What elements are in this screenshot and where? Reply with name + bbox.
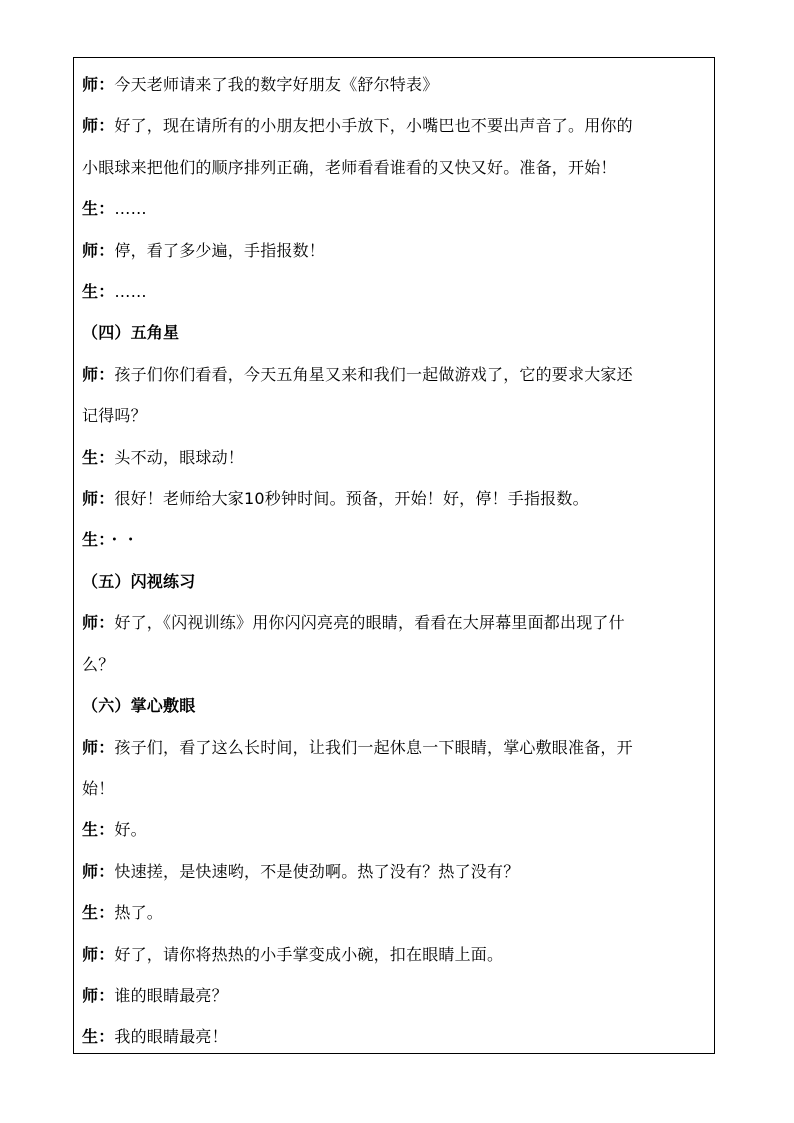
dialogue-line <box>82 768 704 809</box>
dialogue-line <box>82 271 704 312</box>
dialogue-text: 记得吗？ <box>82 406 147 426</box>
dialogue-text: 谁的眼睛最亮？ <box>114 985 228 1005</box>
dialogue-text: 始！ <box>82 778 115 798</box>
speaker-label: 师： <box>82 116 115 136</box>
dialogue-line <box>82 105 704 146</box>
dialogue-text: 今天老师请来了我的数字好朋友《舒尔特表》 <box>114 75 439 94</box>
dialogue-text: …… <box>114 199 147 219</box>
dialogue-text: 么？ <box>82 654 115 674</box>
speaker-label: 生： <box>82 1027 115 1047</box>
dialogue-text: 我的眼睛最亮！ <box>114 1027 228 1047</box>
speaker-label: 师： <box>82 737 115 757</box>
speaker-label: 师： <box>82 985 115 1005</box>
dialogue-line <box>82 437 704 478</box>
section-heading: （四）五角星 <box>82 323 180 343</box>
dialogue-text: …… <box>114 282 147 302</box>
dialogue-line <box>82 188 704 229</box>
speaker-label: 生： <box>82 282 115 302</box>
dialogue-text: 很好！老师给大家10秒钟时间。预备，开始！好，停！手指报数。 <box>114 489 589 509</box>
dialogue-text: 热了。 <box>114 903 164 923</box>
dialogue-line <box>82 851 704 892</box>
dialogue-text: 停，看了多少遍，手指报数！ <box>114 240 326 260</box>
speaker-label: 生： <box>82 199 115 219</box>
document-table-cell <box>73 57 715 1054</box>
speaker-label: 师： <box>82 489 115 509</box>
speaker-label: 生： <box>82 903 115 923</box>
speaker-label: 生： <box>82 820 115 840</box>
dialogue-line <box>82 644 704 685</box>
section-heading: （六）掌心敷眼 <box>82 696 196 716</box>
dialogue-text: 小眼球来把他们的顺序排列正确，老师看看谁看的又快又好。准备，开始！ <box>82 157 617 177</box>
speaker-label: 生： <box>82 447 115 467</box>
dialogue-text: 好了，请你将热热的小手掌变成小碗，扣在眼睛上面。 <box>114 944 504 964</box>
speaker-label: 师： <box>82 364 115 384</box>
speaker-label: 生： <box>82 530 107 550</box>
dialogue-text: 好了，《闪视训练》用你闪闪亮亮的眼睛，看看在大屏幕里面都出现了什 <box>114 613 625 633</box>
dialogue-line <box>82 230 704 271</box>
speaker-label: 师： <box>82 75 115 94</box>
speaker-label: 师： <box>82 944 115 964</box>
dialogue-text: 快速搓，是快速哟，不是使劲啊。热了没有？热了没有？ <box>114 861 520 881</box>
dialogue-text: 头不动，眼球动！ <box>114 447 245 467</box>
dialogue-line <box>82 395 704 436</box>
dialogue-line <box>82 147 704 188</box>
dialogue-line <box>82 64 704 105</box>
dialogue-line <box>82 602 704 643</box>
dialogue-line <box>82 478 704 519</box>
dialogue-line <box>82 809 704 850</box>
dialogue-text: 孩子们，看了这么长时间，让我们一起休息一下眼睛，掌心敷眼准备，开 <box>114 737 633 757</box>
dialogue-text: 好。 <box>114 820 147 840</box>
dialogue-line <box>82 727 704 768</box>
dialogue-line <box>82 934 704 975</box>
speaker-label: 师： <box>82 613 115 633</box>
speaker-label: 师： <box>82 240 115 260</box>
speaker-label: 师： <box>82 861 115 881</box>
dialogue-text: ・・ <box>106 530 139 550</box>
dialogue-line <box>82 892 704 933</box>
dialogue-line <box>82 519 704 560</box>
dialogue-text: 孩子们你们看看，今天五角星又来和我们一起做游戏了，它的要求大家还 <box>114 364 633 384</box>
dialogue-line <box>82 354 704 395</box>
section-heading: （五）闪视练习 <box>82 571 196 591</box>
dialogue-line <box>82 975 704 1016</box>
dialogue-line <box>82 1016 704 1057</box>
dialogue-text: 好了，现在请所有的小朋友把小手放下，小嘴巴也不要出声音了。用你的 <box>114 116 633 136</box>
